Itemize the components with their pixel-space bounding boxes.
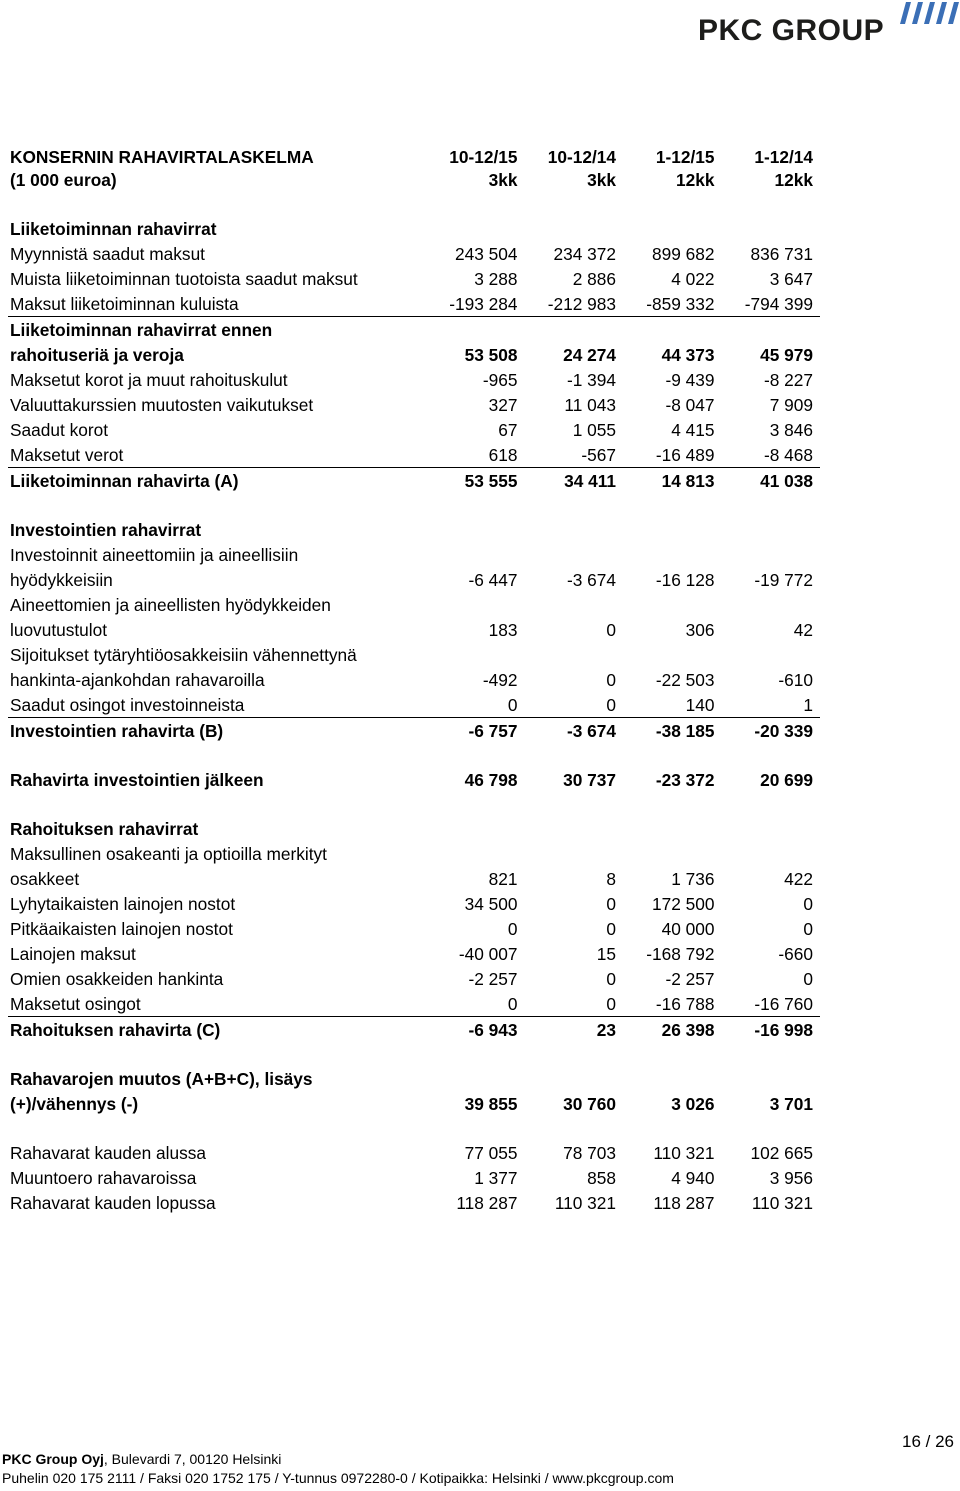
row-label: hyödykkeisiin — [10, 570, 113, 590]
spacer-cell — [8, 192, 820, 216]
row-label: Liiketoiminnan rahavirrat ennen — [8, 317, 820, 343]
spacer-row — [8, 792, 820, 816]
value-cell: 4 415 — [671, 420, 715, 440]
table-row — [8, 767, 820, 792]
value-cell: 422 — [784, 869, 813, 889]
row-label: Rahavirta investointien jälkeen — [10, 770, 264, 790]
table-row — [8, 1091, 820, 1116]
value-cell: 110 321 — [751, 1193, 813, 1213]
table-row-label-line — [8, 317, 820, 343]
value-cell: 34 500 — [464, 894, 518, 914]
value-cell: 11 043 — [564, 395, 616, 415]
total-row — [8, 718, 820, 744]
value-cell: 0 — [606, 670, 616, 690]
value-cell: 4 940 — [671, 1168, 715, 1188]
table-row — [8, 442, 820, 468]
row-label: Muista liiketoiminnan tuotoista saadut maksut — [10, 269, 358, 289]
value-cell: 34 411 — [525, 468, 624, 494]
value-cell: 0 — [803, 919, 813, 939]
value-cell: 858 — [587, 1168, 616, 1188]
footer-address: , Bulevardi 7, 00120 Helsinki — [103, 1451, 282, 1467]
value-cell: -16 998 — [722, 1017, 821, 1043]
spacer-cell — [8, 743, 820, 767]
value-cell: 44 373 — [661, 345, 715, 365]
section-heading — [8, 216, 820, 241]
row-label: Rahavarat kauden alussa — [10, 1143, 206, 1163]
total-row — [8, 468, 820, 494]
value-cell: -2 257 — [665, 969, 715, 989]
value-cell: -6 943 — [426, 1017, 525, 1043]
table-row — [8, 417, 820, 442]
col-span: 12kk — [676, 170, 715, 190]
row-label: Saadut osingot investoinneista — [10, 695, 245, 715]
row-label: Muuntoero rahavaroissa — [10, 1168, 197, 1188]
header-row-2 — [8, 169, 820, 192]
table-row — [8, 692, 820, 718]
value-cell: -859 332 — [646, 294, 715, 314]
spacer-row — [8, 493, 820, 517]
table-row — [8, 617, 820, 642]
value-cell: 24 274 — [563, 345, 616, 365]
col-period: 1-12/14 — [754, 147, 813, 167]
table-subtitle: (1 000 euroa) — [10, 170, 117, 190]
value-cell: 2 886 — [572, 269, 616, 289]
col-span: 3kk — [587, 170, 616, 190]
row-label: Pitkäaikaisten lainojen nostot — [10, 919, 233, 939]
table-row-label-line — [8, 642, 820, 667]
value-cell: 4 022 — [671, 269, 715, 289]
row-label: Investointien rahavirta (B) — [8, 718, 426, 744]
value-cell: 899 682 — [652, 244, 715, 264]
value-cell: 0 — [606, 969, 616, 989]
row-label: Rahoituksen rahavirta (C) — [8, 1017, 426, 1043]
value-cell: 0 — [606, 620, 616, 640]
value-cell: -3 674 — [566, 570, 616, 590]
value-cell: 78 703 — [563, 1143, 616, 1163]
table-row — [8, 266, 820, 291]
value-cell: 0 — [507, 994, 518, 1014]
spacer-cell — [8, 493, 820, 517]
table-row — [8, 291, 820, 317]
row-label: Liiketoiminnan rahavirta (A) — [8, 468, 426, 494]
table-row-label-line — [8, 1066, 820, 1091]
spacer-cell — [8, 1116, 820, 1140]
footer-company: PKC Group Oyj — [2, 1451, 104, 1467]
value-cell: 172 500 — [652, 894, 715, 914]
row-label: Maksut liiketoiminnan kuluista — [10, 294, 239, 314]
value-cell: 46 798 — [464, 770, 518, 790]
col-period: 10-12/14 — [547, 147, 616, 167]
value-cell: -16 760 — [754, 994, 813, 1014]
spacer-row — [8, 1042, 820, 1066]
value-cell: -6 757 — [426, 718, 525, 744]
value-cell: 8 — [606, 869, 616, 889]
row-label: Aineettomien ja aineellisten hyödykkeiden — [10, 595, 331, 615]
value-cell: -23 372 — [655, 770, 715, 790]
value-cell: -794 399 — [744, 294, 813, 314]
value-cell: -16 128 — [655, 570, 715, 590]
row-label: Saadut korot — [10, 420, 108, 440]
table-row — [8, 916, 820, 941]
table-row — [8, 991, 820, 1017]
row-label: Valuuttakurssien muutosten vaikutukset — [10, 395, 314, 415]
value-cell: 0 — [507, 695, 518, 715]
table-row-label-line — [8, 841, 820, 866]
table-title: KONSERNIN RAHAVIRTALASKELMA — [10, 147, 314, 167]
value-cell: 3 288 — [474, 269, 518, 289]
table-row — [8, 367, 820, 392]
value-cell: 836 731 — [750, 244, 813, 264]
col-period: 1-12/15 — [655, 147, 715, 167]
value-cell: 77 055 — [464, 1143, 518, 1163]
value-cell: -8 047 — [665, 395, 715, 415]
row-label: Investoinnit aineettomiin ja aineellisiin — [10, 545, 299, 565]
value-cell: 3 647 — [769, 269, 813, 289]
table-row — [8, 866, 820, 891]
value-cell: 20 699 — [760, 770, 813, 790]
value-cell: -16 788 — [655, 994, 715, 1014]
value-cell: 30 760 — [563, 1094, 616, 1114]
value-cell: -22 503 — [655, 670, 715, 690]
table-row — [8, 1165, 820, 1190]
table-row — [8, 667, 820, 692]
value-cell: 0 — [803, 894, 813, 914]
value-cell: 3 956 — [769, 1168, 813, 1188]
value-cell: 15 — [596, 944, 616, 964]
value-cell: 1 736 — [671, 869, 715, 889]
value-cell: -38 185 — [623, 718, 722, 744]
row-label: luovutustulot — [10, 620, 108, 640]
table-row — [8, 567, 820, 592]
value-cell: 183 — [488, 620, 518, 640]
value-cell: 53 555 — [426, 468, 525, 494]
value-cell: -965 — [482, 370, 518, 390]
row-label: Myynnistä saadut maksut — [10, 244, 205, 264]
cash-flow-statement — [8, 146, 820, 1215]
value-cell: 0 — [606, 919, 616, 939]
row-label: Maksetut verot — [10, 445, 124, 465]
value-cell: 0 — [507, 919, 518, 939]
cash-flow-table — [8, 146, 820, 1215]
value-cell: -660 — [778, 944, 813, 964]
value-cell: 0 — [606, 695, 616, 715]
value-cell: 821 — [488, 869, 518, 889]
value-cell: 45 979 — [760, 345, 813, 365]
value-cell: 118 287 — [653, 1193, 715, 1213]
table-row — [8, 941, 820, 966]
logo-stripes-icon — [900, 2, 960, 26]
row-label: Sijoitukset tytäryhtiöosakkeisiin vähennettynä — [10, 645, 357, 665]
col-span: 3kk — [488, 170, 518, 190]
spacer-cell — [8, 1042, 820, 1066]
section-label: Liiketoiminnan rahavirrat — [10, 219, 217, 239]
row-label: Maksetut osingot — [10, 994, 141, 1014]
row-label: Maksullinen osakeanti ja optioilla merkityt — [10, 844, 327, 864]
value-cell: 67 — [498, 420, 518, 440]
company-logo: PKC GROUP — [698, 14, 885, 47]
value-cell: 1 055 — [572, 420, 616, 440]
page-number: 16 / 26 — [902, 1432, 954, 1451]
row-label: Maksetut korot ja muut rahoituskulut — [10, 370, 288, 390]
value-cell: -212 983 — [547, 294, 616, 314]
table-row — [8, 1190, 820, 1215]
value-cell: -2 257 — [468, 969, 518, 989]
footer-contact: Puhelin 020 175 2111 / Faksi 020 1752 175 / Y-tunnus 0972280-0 / Kotipaikka: Helsinki / www.pkcgroup.com — [2, 1470, 674, 1486]
value-cell: -3 674 — [525, 718, 624, 744]
value-cell: 327 — [488, 395, 518, 415]
table-row — [8, 891, 820, 916]
value-cell: -610 — [778, 670, 813, 690]
row-label: osakkeet — [10, 869, 80, 889]
table-row-label-line — [8, 542, 820, 567]
section-heading — [8, 517, 820, 542]
value-cell: 0 — [606, 994, 616, 1014]
value-cell: -6 447 — [468, 570, 518, 590]
value-cell: 1 377 — [474, 1168, 518, 1188]
value-cell: 0 — [803, 969, 813, 989]
row-label: hankinta-ajankohdan rahavaroilla — [10, 670, 265, 690]
value-cell: 3 026 — [671, 1094, 715, 1114]
value-cell: 3 846 — [769, 420, 813, 440]
table-row-label-line — [8, 592, 820, 617]
spacer-row — [8, 1116, 820, 1140]
total-row — [8, 1017, 820, 1043]
value-cell: 39 855 — [464, 1094, 518, 1114]
value-cell: 53 508 — [464, 345, 518, 365]
value-cell: 110 321 — [653, 1143, 715, 1163]
value-cell: -8 468 — [763, 445, 813, 465]
row-label: rahoituseriä ja veroja — [10, 345, 184, 365]
value-cell: -193 284 — [449, 294, 518, 314]
table-row — [8, 342, 820, 367]
value-cell: 40 000 — [661, 919, 715, 939]
value-cell: -16 489 — [655, 445, 715, 465]
value-cell: 102 665 — [750, 1143, 813, 1163]
value-cell: -168 792 — [646, 944, 715, 964]
section-label: Investointien rahavirrat — [10, 520, 202, 540]
value-cell: 23 — [525, 1017, 624, 1043]
value-cell: 3 701 — [769, 1094, 813, 1114]
value-cell: -9 439 — [665, 370, 715, 390]
value-cell: 1 — [803, 695, 813, 715]
value-cell: -19 772 — [754, 570, 813, 590]
value-cell: 618 — [488, 445, 518, 465]
value-cell: 140 — [685, 695, 715, 715]
value-cell: -492 — [482, 670, 518, 690]
row-label: (+)/vähennys (-) — [10, 1094, 139, 1114]
table-row — [8, 241, 820, 266]
row-label: Rahavarojen muutos (A+B+C), lisäys — [10, 1069, 313, 1089]
value-cell: 110 321 — [554, 1193, 616, 1213]
spacer-cell — [8, 792, 820, 816]
row-label: Lainojen maksut — [10, 944, 136, 964]
header-row-1 — [8, 146, 820, 169]
col-span: 12kk — [774, 170, 813, 190]
value-cell: -8 227 — [763, 370, 813, 390]
value-cell: 234 372 — [553, 244, 616, 264]
value-cell: 243 504 — [455, 244, 518, 264]
value-cell: -40 007 — [458, 944, 518, 964]
value-cell: 306 — [685, 620, 715, 640]
section-label: Rahoituksen rahavirrat — [10, 819, 199, 839]
spacer-row — [8, 743, 820, 767]
value-cell: -20 339 — [722, 718, 821, 744]
value-cell: -1 394 — [566, 370, 616, 390]
table-row — [8, 1140, 820, 1165]
value-cell: 118 287 — [456, 1193, 518, 1213]
spacer-row — [8, 192, 820, 216]
value-cell: 7 909 — [769, 395, 813, 415]
value-cell: 30 737 — [563, 770, 616, 790]
value-cell: 26 398 — [623, 1017, 722, 1043]
footer — [2, 1450, 674, 1488]
row-label: Omien osakkeiden hankinta — [10, 969, 224, 989]
col-period: 10-12/15 — [449, 147, 518, 167]
value-cell: 14 813 — [623, 468, 722, 494]
row-label: Rahavarat kauden lopussa — [10, 1193, 216, 1213]
value-cell: -567 — [581, 445, 616, 465]
table-row — [8, 966, 820, 991]
value-cell: 42 — [793, 620, 813, 640]
row-label: Lyhytaikaisten lainojen nostot — [10, 894, 236, 914]
value-cell: 0 — [606, 894, 616, 914]
table-row — [8, 392, 820, 417]
section-heading — [8, 816, 820, 841]
value-cell: 41 038 — [722, 468, 821, 494]
